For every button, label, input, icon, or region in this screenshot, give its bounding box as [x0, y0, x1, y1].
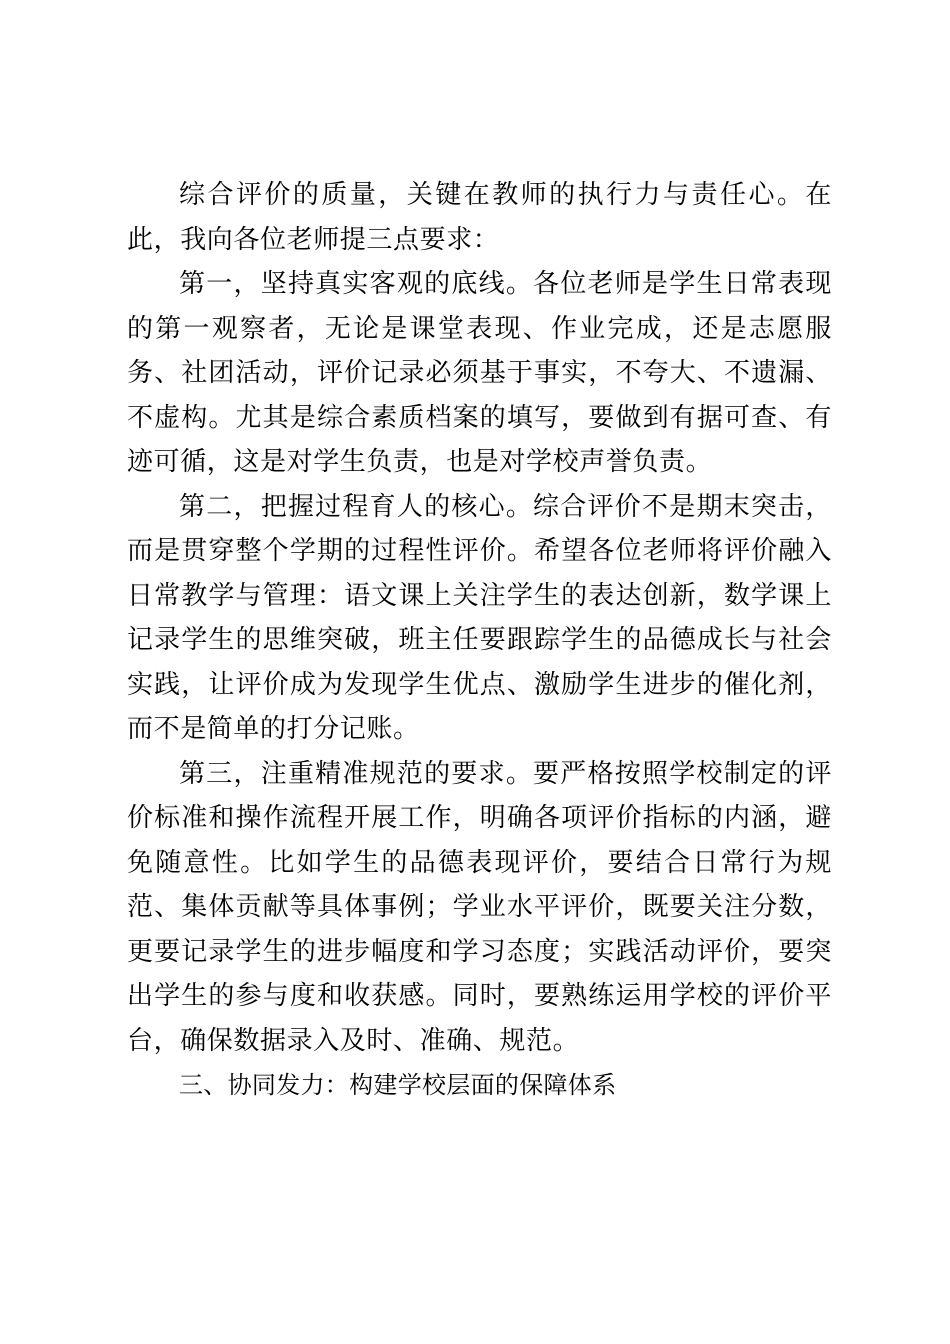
paragraph-point-two: 第二，把握过程育人的核心。综合评价不是期末突击，而是贯穿整个学期的过程性评价。希望各位老师将评价融入日常教学与管理：语文课上关注学生的表达创新，数学课上记录学生的思维突破，班主任要跟踪学生的品德成长与社会实践，让评价成为发现学生优点、激励学生进步的催化剂，而不是简单的打分记账。	[127, 491, 832, 744]
paragraph-point-one: 第一，坚持真实客观的底线。各位老师是学生日常表现的第一观察者，无论是课堂表现、作业完成，还是志愿服务、社团活动，评价记录必须基于事实，不夸大、不遗漏、不虚构。尤其是综合素质档案的填写，要做到有据可查、有迹可循，这是对学生负责，也是对学校声誉负责。	[127, 269, 832, 477]
paragraph-point-three: 第三，注重精准规范的要求。要严格按照学校制定的评价标准和操作流程开展工作，明确各项评价指标的内涵，避免随意性。比如学生的品德表现评价，要结合日常行为规范、集体贡献等具体事例；学业水平评价，既要关注分数，更要记录学生的进步幅度和学习态度；实践活动评价，要突出学生的参与度和收获感。同时，要熟练运用学校的评价平台，确保数据录入及时、准确、规范。	[127, 758, 832, 1056]
document-page	[127, 173, 832, 1108]
section-heading: 三、协同发力：构建学校层面的保障体系	[179, 1071, 617, 1099]
paragraph-intro: 综合评价的质量，关键在教师的执行力与责任心。在此，我向各位老师提三点要求：	[127, 180, 832, 255]
